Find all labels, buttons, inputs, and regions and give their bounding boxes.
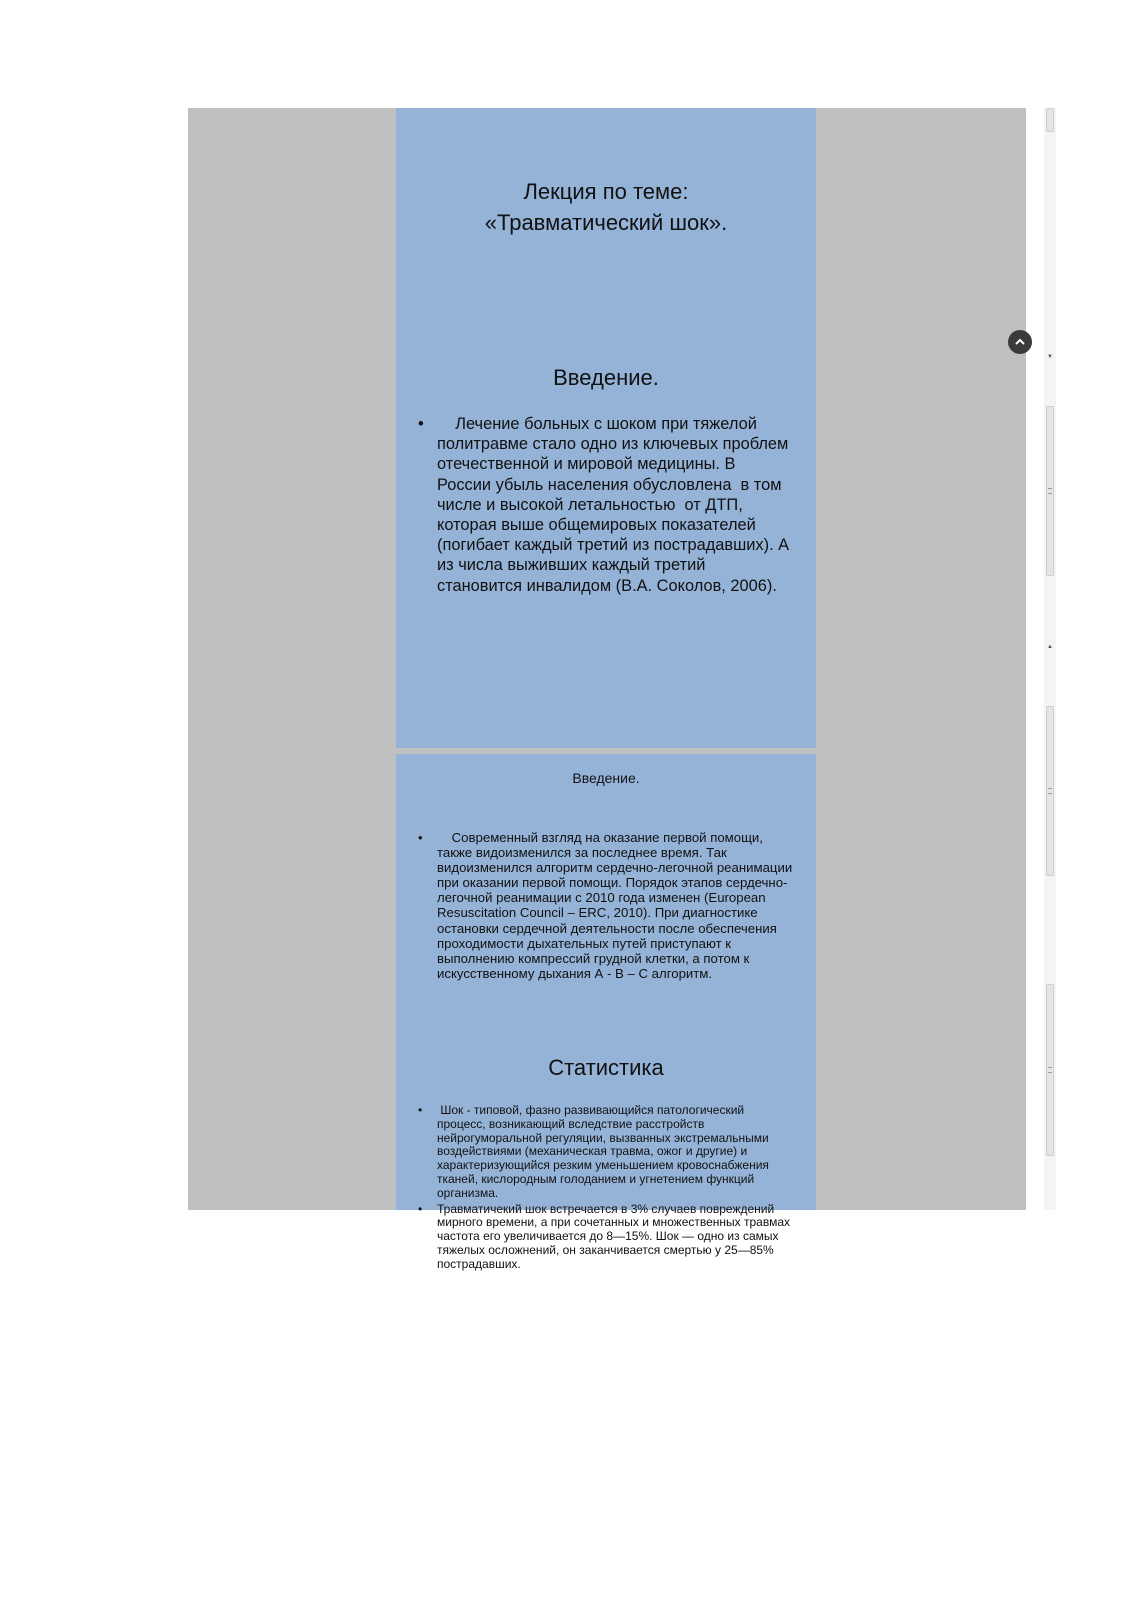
scroll-to-top-button[interactable] (1008, 330, 1032, 354)
bullet-icon: • (418, 830, 423, 845)
list-item (418, 1203, 794, 1272)
slide-title (396, 108, 816, 344)
bullet-icon: • (418, 1201, 423, 1216)
title-line-2: «Травматический шок». (484, 210, 728, 235)
bullet-icon: • (418, 415, 424, 433)
scroll-up-arrow-icon[interactable]: ▲ (1047, 644, 1053, 650)
bullet-icon: • (418, 1103, 423, 1117)
bullet-text: Травматичекий шок встречается в 3% случаев повреждений мирного времени, а при сочетанных и множественных травмах частота его увеличивается до 8—15%. Шок — одно из самых тяжелых осложнений, он заканчивается смертью у 25—85% пострадавших. (437, 1201, 791, 1271)
list-item (418, 830, 800, 981)
bullet-text: Современный взгляд на оказание первой помощи, также видоизменился за последнее время. Так видоизменился алгоритм сердечно-легочной реанимации при оказании первой помощи. Порядок этапов сердечно-легочной реанимации с 2010 года изменен (European Resuscitation Council – ERC, 2010). При диагностике остановки сердечной деятельности после обеспечения проходимости дыхательных путей приступают к выполнению компрессий грудной клетки, а потом к искусственному дыхания А - В – С алгоритм. (437, 830, 800, 981)
chevron-up-icon (1015, 338, 1025, 346)
scroll-down-arrow-icon[interactable]: ▼ (1047, 354, 1053, 360)
slide-introduction-1 (396, 344, 816, 748)
scrollbar-thumb[interactable] (1046, 108, 1054, 132)
slide-title-text (396, 176, 816, 238)
scrollbar-thumb[interactable] (1046, 984, 1054, 1156)
bullet-text: Шок - типовой, фазно развивающийся патологический процесс, возникающий вследствие расстройств нейрогуморальной регуляции, вызванных экстремальными воздействиями (механическая травма, ожог и другие) и характеризующийся резким уменьшением кровоснабжения тканей, кислородным голоданием и угнетением функций организма. (437, 1103, 773, 1200)
slide-introduction-2 (396, 754, 816, 1040)
slide-heading: Статистика (548, 1055, 664, 1080)
bullet-text: Лечение больных с шоком при тяжелой политравме стало одно из ключевых проблем отечественной и мировой медицины. В России убыль населения обусловлена в том числе и высокой летальностью от ДТП, которая выше общемировых показателей (погибает каждый третий из пострадавших). А из числа выживших каждый третий становится инвалидом (В.А. Соколов, 2006). (437, 415, 794, 595)
bullet-list (418, 1104, 794, 1274)
scrollbar-thumb[interactable] (1046, 406, 1054, 576)
list-item (418, 1104, 794, 1201)
title-line-1: Лекция по теме: (523, 179, 689, 204)
bullet-list (418, 414, 794, 596)
slide-viewer[interactable] (188, 108, 1026, 1271)
bullet-list (418, 830, 800, 981)
slide-heading: Введение. (572, 770, 640, 786)
slide-statistics (396, 1040, 816, 1271)
slide-heading: Введение. (553, 365, 659, 390)
vertical-scrollbar[interactable] (1044, 108, 1056, 1210)
scrollbar-thumb[interactable] (1046, 706, 1054, 876)
list-item (418, 414, 794, 596)
